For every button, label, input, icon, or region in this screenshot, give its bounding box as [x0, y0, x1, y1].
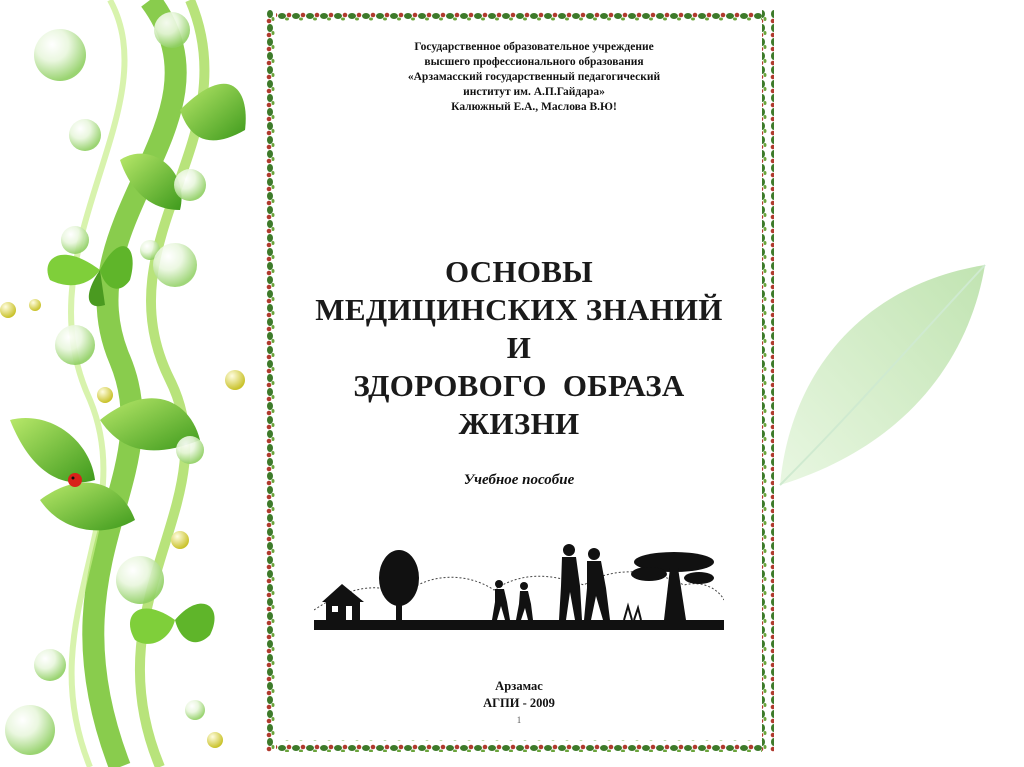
children-silhouette [492, 580, 533, 620]
book-cover [264, 10, 774, 752]
family-walk-illustration [314, 540, 724, 632]
book-title [284, 253, 754, 443]
leaf-decoration [770, 255, 1000, 495]
title-line: И [506, 330, 532, 365]
publisher-city: Арзамас [495, 679, 543, 693]
title-line: ЗДОРОВОГО ОБРАЗА [353, 368, 685, 403]
title-line: ОСНОВЫ [444, 254, 594, 289]
publisher-year: АГПИ - 2009 [483, 696, 555, 710]
header-line: институт им. А.П.Гайдара» [463, 86, 605, 98]
book-subtitle: Учебное пособие [463, 472, 575, 488]
butterfly-icon [130, 604, 215, 644]
tree-icon [379, 550, 419, 620]
publisher-info [414, 678, 624, 712]
adults-silhouette [559, 544, 610, 620]
vine-decoration [0, 0, 260, 767]
header-line: высшего профессионального образования [424, 56, 644, 68]
butterfly-icon [47, 246, 132, 306]
institution-header [344, 40, 724, 115]
header-line: Государственное образовательное учреждение [414, 41, 654, 53]
header-line: «Арзамасский государственный педагогический [407, 71, 661, 83]
title-line: МЕДИЦИНСКИХ ЗНАНИЙ [315, 292, 723, 327]
title-line: ЖИЗНИ [458, 406, 580, 441]
tree-icon [631, 552, 714, 620]
authors: Калюжный Е.А., Маслова В.Ю! [451, 101, 617, 113]
page-number: 1 [516, 715, 522, 725]
